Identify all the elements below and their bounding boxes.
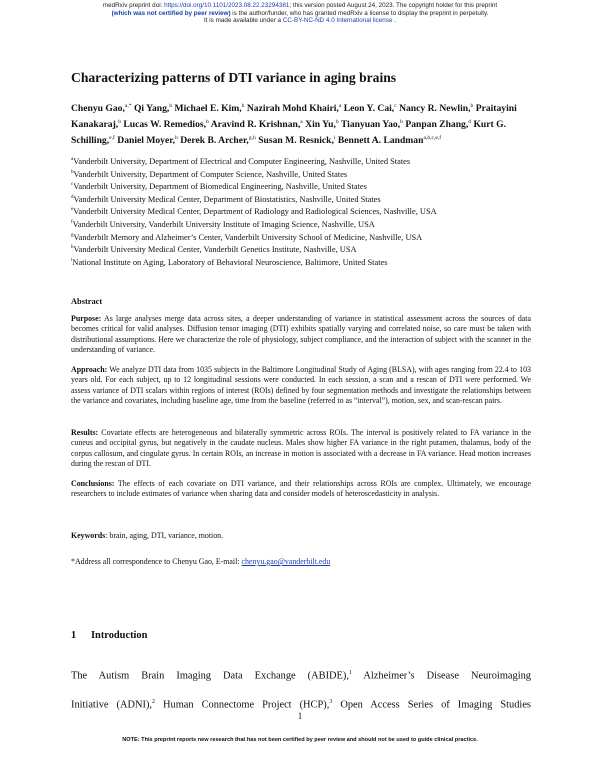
citation-ref: 3 [329,699,333,706]
doi-link[interactable]: https://doi.org/10.1101/2023.08.22.23294381 [164,2,290,9]
author [341,119,403,130]
author-name: Nazirah Mohd Khairi, [246,103,339,115]
affiliation-item [71,168,531,181]
affiliation-list [71,155,531,268]
author [258,135,335,146]
page-number: 1 [297,711,303,721]
citation-ref: 2 [152,699,156,706]
author-affiliation-marker: b [169,103,173,109]
author-name: Tianyuan Yao, [340,118,401,130]
affiliation-text: National Institute on Aging, Laboratory of Behavioral Neuroscience, Baltimore, United States [72,257,388,267]
author-name: Nancy R. Newlin, [399,103,471,115]
keywords-text: : brain, aging, DTI, variance, motion. [105,531,224,540]
approach-label: Approach: [71,365,108,374]
author [344,103,397,114]
affiliation-item [71,205,531,218]
abstract-purpose [71,314,531,356]
affiliation-text: Vanderbilt University, Department of Biomedical Engineering, Nashville, United States [73,181,367,191]
banner-availability-text: It is made available under a [204,17,283,25]
affiliation-marker: c [71,182,74,188]
author-name: Aravind R. Krishnan, [210,118,301,130]
affiliation-text: Vanderbilt Memory and Alzheimer’s Center, Vanderbilt University School of Medicine, Nashville, USA [73,232,423,242]
author [180,135,256,146]
affiliation-marker: b [71,169,74,175]
banner-line-2 [0,10,600,18]
author-name: Panpan Zhang, [405,118,469,130]
author [338,135,441,146]
purpose-label: Purpose: [71,314,102,323]
correspondence-email-link[interactable]: chenyu.gao@vanderbilt.edu [241,557,331,566]
author-affiliation-marker: e,f [109,134,115,141]
banner-peer-review-note: (which was not certified by peer review) [111,9,231,17]
author-name: Kurt G. Schilling, [71,118,506,146]
affiliation-text: Vanderbilt University, Department of Computer Science, Nashville, United States [73,169,348,179]
author [211,119,303,130]
license-link[interactable]: CC-BY-NC-ND 4.0 International license [282,17,393,25]
correspondence-note [71,557,531,566]
results-label: Results: [71,428,99,437]
abstract-conclusions [71,479,531,500]
intro-line-1 [71,660,531,689]
author-name: Praitayini Kanakaraj, [71,103,517,130]
affiliation-marker: h [71,245,74,251]
affiliation-text: Vanderbilt University, Vanderbilt University Institute of Imaging Science, Nashville, USA [72,219,375,229]
author-list [71,100,533,147]
affiliation-item [71,193,531,206]
intro-text: The Autism Brain Imaging Data Exchange (ABIDE), [71,670,349,682]
intro-text: Alzheimer’s Disease Neuroimaging [351,670,531,682]
affiliation-item [71,155,531,168]
intro-text: Initiative (ADNI), [71,699,153,711]
intro-text: Open Access Series of Imaging Studies [332,699,531,711]
banner-line-1 [0,2,600,10]
author-affiliation-marker: b [241,103,245,109]
affiliation-text: Vanderbilt University Medical Center, Department of Radiology and Radiological Sciences, Nashville, USA [73,207,437,217]
keywords [71,531,531,540]
author-name: Chenyu Gao, [71,103,125,115]
affiliation-marker: d [71,194,74,200]
abstract-heading: Abstract [71,297,103,306]
intro-text: Human Connectome Project (HCP), [155,699,330,711]
author [175,103,245,114]
affiliation-marker: i [71,257,73,263]
author [123,119,208,130]
affiliation-marker: a [71,157,74,162]
author-name: Xin Yu, [305,118,336,130]
keywords-label: Keywords [71,531,106,540]
affiliation-item [71,180,531,193]
section-heading-introduction [71,630,531,641]
banner-line-3 [0,17,600,25]
author-affiliation-marker: a,* [124,103,132,109]
author-affiliation-marker: c [394,103,397,109]
author [305,119,339,130]
affiliation-text: Vanderbilt University, Department of Electrical and Computer Engineering, Nashville, United States [73,156,411,166]
author-name: Susan M. Resnick, [258,134,334,146]
author-name: Lucas W. Remedios, [123,118,207,130]
author-name: Daniel Moyer, [117,134,176,146]
banner-period: . [392,17,396,25]
affiliation-item [71,218,531,231]
correspondence-text: *Address all correspondence to Chenyu Gao, E-mail: [71,557,242,566]
author-affiliation-marker: b [470,103,474,109]
affiliation-item [71,231,531,244]
author-affiliation-marker: a [300,118,303,125]
affiliation-marker: g [71,232,74,238]
author-name: Michael E. Kim, [174,103,242,115]
affiliation-text: Vanderbilt University Medical Center, Vanderbilt Genetics Institute, Nashville, USA [73,244,357,254]
author-affiliation-marker: b [206,118,209,125]
author-affiliation-marker: d [468,118,472,125]
approach-text: We analyze DTI data from 1035 subjects in the Baltimore Longitudinal Study of Aging (BLSA), with ages ranging from 22.4 to 103 years old. For each subject, up to 12 longitudinal sessions were conducted. In each session, a scan and a rescan of DTI were performed. We assess variance of DTI scalars within regions of interest (ROIs) defined by four segmentation methods and investigate the relationships between the variance and covariates, including baseline age, time from the baseline (referred to as “interval”), motion, sex, and scan-rescan pairs. [71,365,531,406]
preprint-banner [0,2,600,25]
affiliation-text: Vanderbilt University Medical Center, Department of Biostatistics, Nashville, United States [73,194,381,204]
author [71,103,132,114]
conclusions-text: The effects of each covariate on DTI variance, and their relationships across ROIs are complex. Ultimately, we encourage researchers to include estimates of variance when sharing data and consider models of heteroscedasticity in analysis. [71,479,531,499]
author-affiliation-marker: b [335,118,339,125]
author [117,135,178,146]
banner-license-text: is the author/funder, who has granted medRxiv a license to display the preprint in perpetuity. [230,9,489,17]
author-affiliation-marker: b [175,134,178,141]
author-affiliation-marker: b [118,118,121,125]
citation-ref: 1 [348,670,352,676]
affiliation-item [71,256,531,269]
author-affiliation-marker: i [333,134,336,141]
purpose-text: As large analyses merge data across sites, a deeper understanding of variance in statistical assessment across the sources of data becomes critical for valid analyses. Diffusion tensor imaging (DTI) exhibits spatially varying and correlated noise, so care must be taken with distributional assumptions. Here we characterize the role of physiology, subject compliance, and the interaction of subject with the scanner in the understanding of variance. [71,314,531,355]
author-name: Bennett A. Landman [337,134,424,146]
affiliation-marker: f [71,219,73,225]
author-affiliation-marker: b [400,118,403,125]
section-title: Introduction [91,630,148,641]
author-name: Leon Y. Cai, [343,103,395,115]
affiliation-marker: e [71,207,74,213]
section-number: 1 [71,630,77,641]
results-text: Covariate effects are heterogeneous and bilaterally symmetric across ROIs. The interval is positively related to FA variance in the cuneus and occipital gyrus, but negatively in the caudate nucleus. Males show higher FA variance in the right putamen, thalamus, body of the corpus callosum, and cingulate gyrus. In certain ROIs, an increase in motion is associated with a decrease in FA variance. Head motion increases during the rescan of DTI. [71,428,531,469]
author [399,103,473,114]
affiliation-item [71,243,531,256]
abstract-approach [71,365,531,407]
banner-version-text: ; this version posted August 24, 2023. The copyright holder for this preprint [289,2,498,9]
conclusions-label: Conclusions: [71,479,115,488]
abstract-results [71,428,531,470]
author-name: Qi Yang, [133,103,170,115]
author-affiliation-marker: a,b,c,e,f [423,134,442,141]
author [405,119,471,130]
author-affiliation-marker: a [338,103,342,109]
footer-disclaimer: NOTE: This preprint reports new research that has not been certified by peer review and should not be used to guide clinical practice. [122,737,478,743]
author [134,103,172,114]
author-name: Derek B. Archer, [180,134,249,146]
paper-title: Characterizing patterns of DTI variance in aging brains [71,70,397,85]
banner-doi-prefix: medRxiv preprint doi: [102,2,165,9]
author-affiliation-marker: g,h [248,134,256,141]
author [247,103,341,114]
